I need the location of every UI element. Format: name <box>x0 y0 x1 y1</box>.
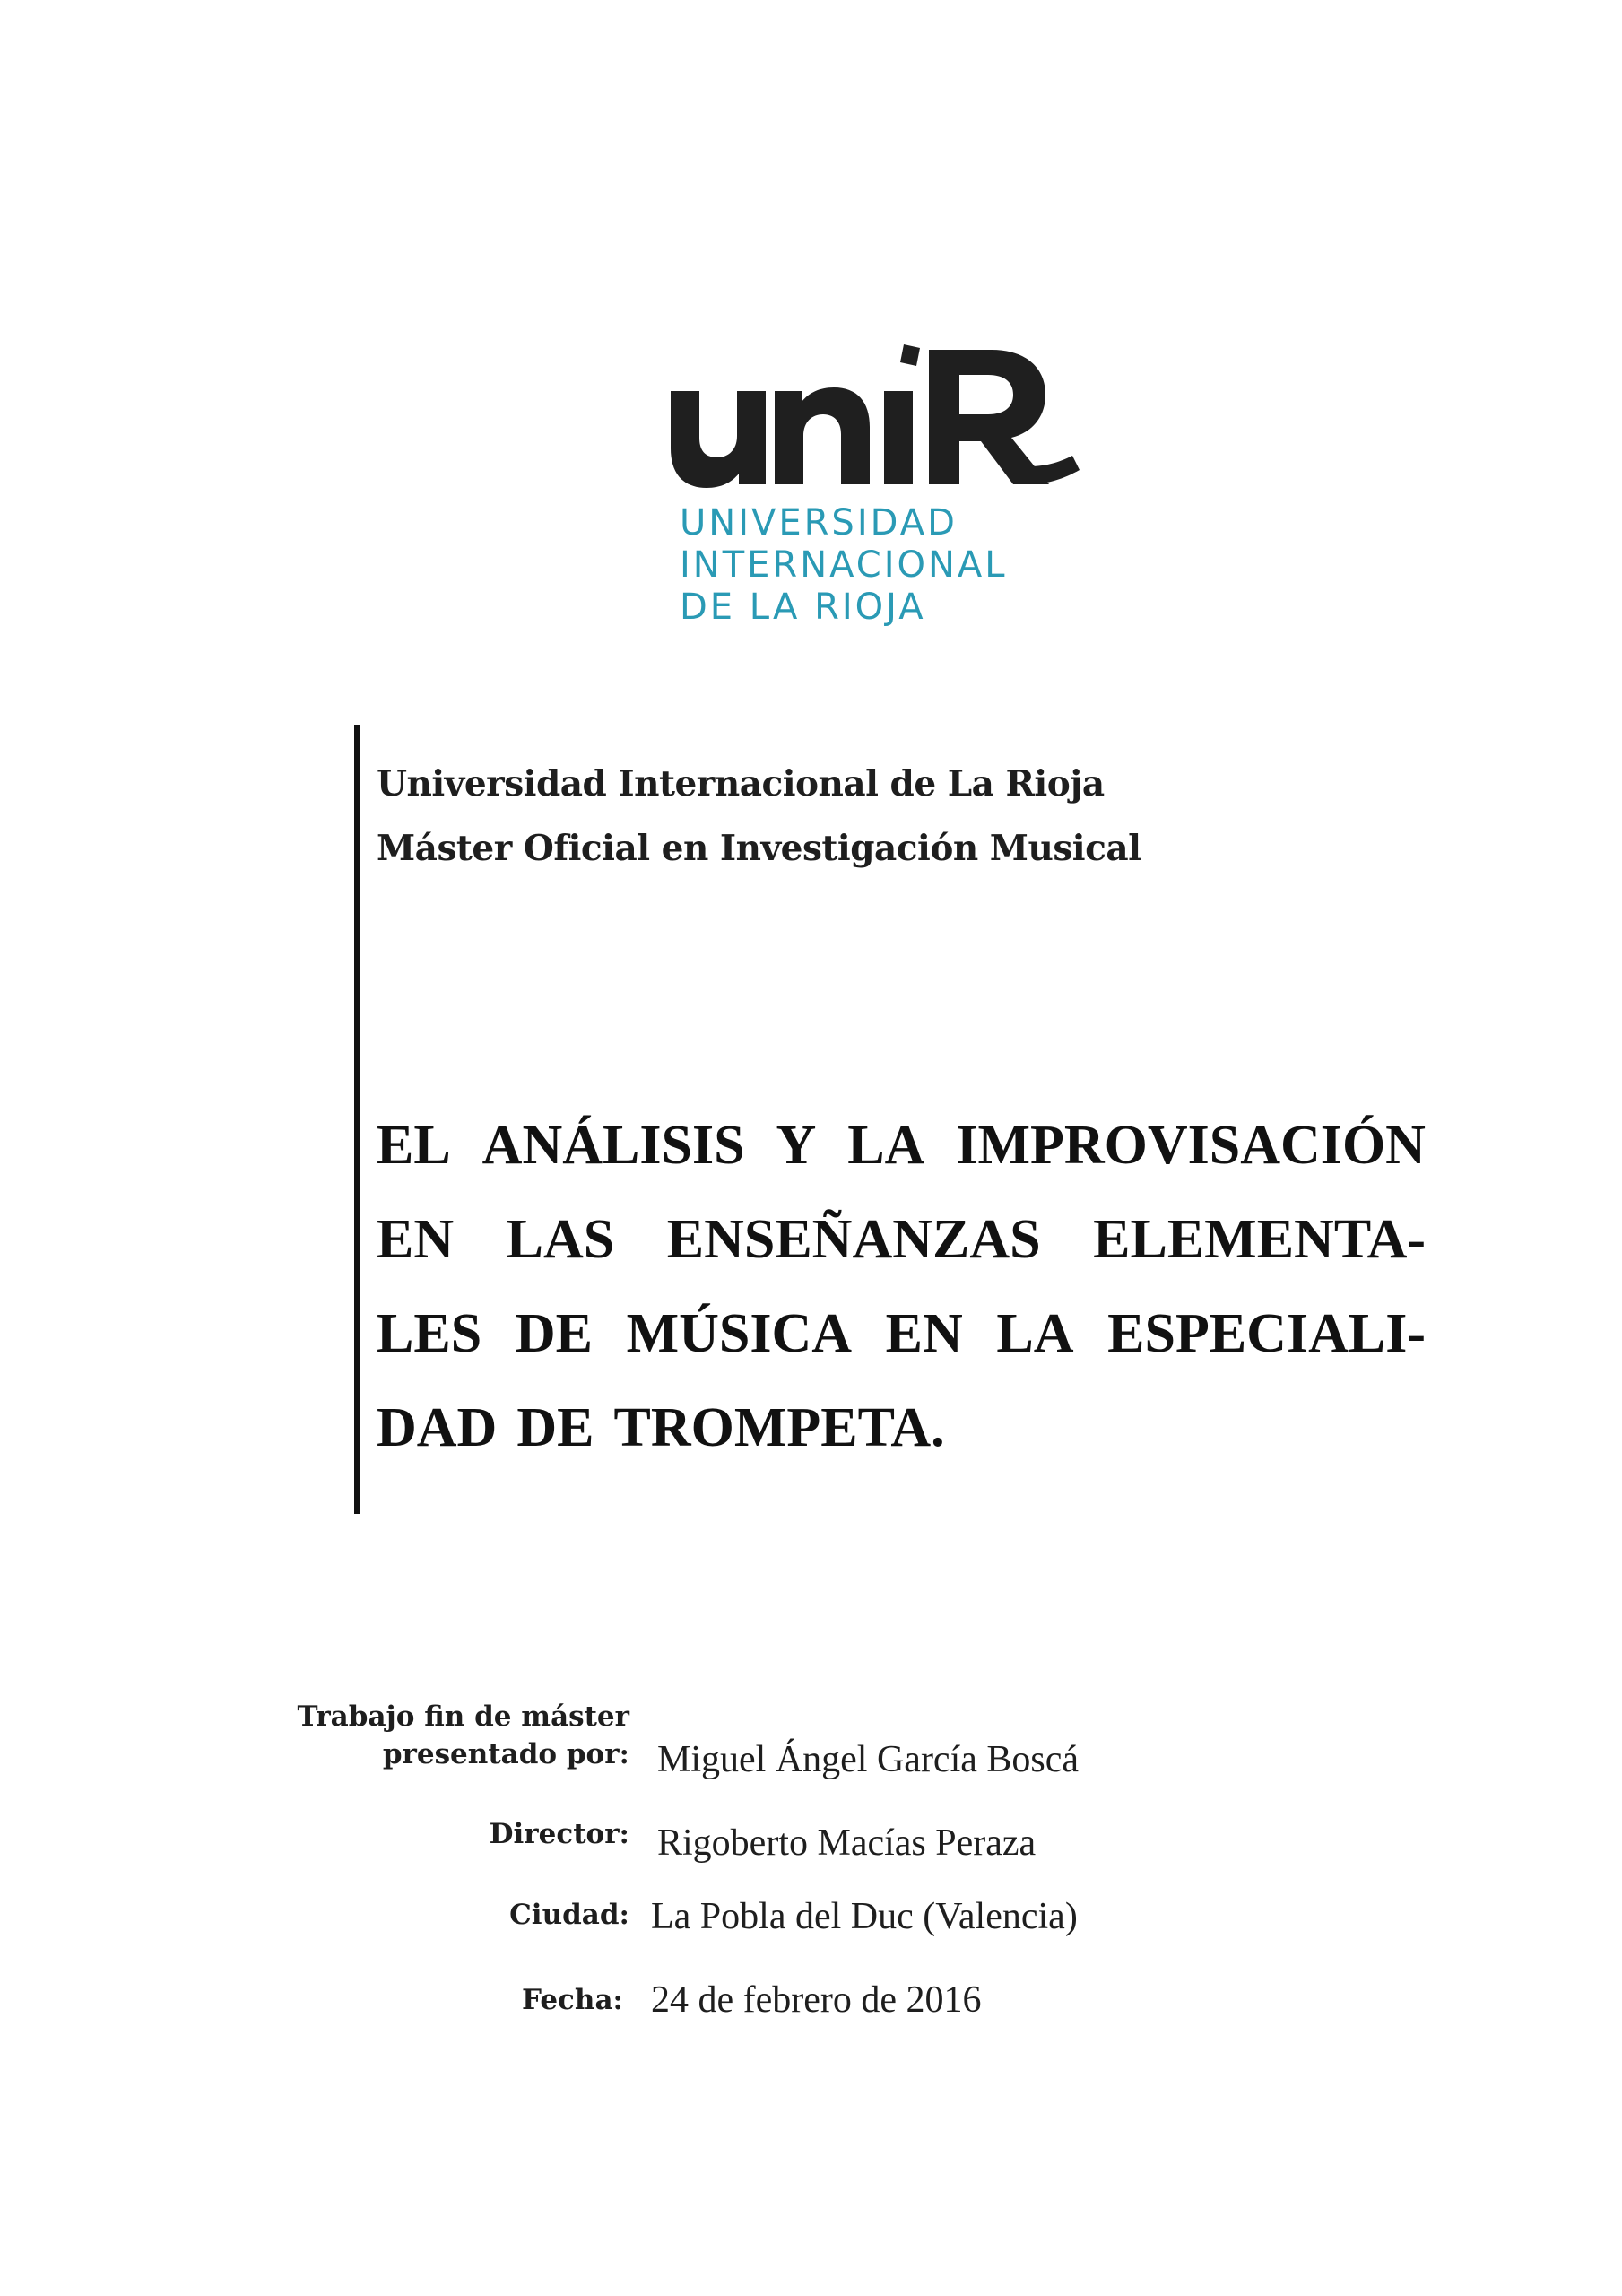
title-word: DAD <box>377 1397 498 1458</box>
presented-by-label-line2: presentado por: <box>382 1738 629 1770</box>
title-word: DE <box>516 1397 594 1458</box>
title-word: DE <box>515 1303 593 1364</box>
author-name: Miguel Ángel García Boscá <box>657 1739 1080 1780</box>
thesis-title <box>377 1099 1426 1475</box>
date-value: 24 de febrero de 2016 <box>651 1979 982 2021</box>
unir-logo <box>669 339 1135 626</box>
title-word: IMPROVISACIÓN <box>956 1115 1426 1176</box>
logo-subtitle-line: UNIVERSIDAD <box>680 502 958 544</box>
city-label: Ciudad: <box>509 1899 629 1931</box>
title-word: LA <box>847 1115 925 1176</box>
title-word: EN <box>885 1303 963 1364</box>
title-word: LES <box>377 1303 482 1364</box>
logo-subtitle-line: INTERNACIONAL <box>680 544 1008 586</box>
title-word: LA <box>996 1303 1074 1364</box>
logo-subtitle <box>680 502 1008 629</box>
institution-block <box>377 752 1141 881</box>
title-word: MÚSICA <box>626 1303 853 1364</box>
date-label: Fecha: <box>522 1984 623 2016</box>
title-word: ESPECIALI- <box>1107 1303 1426 1364</box>
title-word: ENSEÑANZAS <box>666 1209 1041 1270</box>
title-line-1 <box>377 1099 1426 1193</box>
director-label: Director: <box>489 1818 629 1850</box>
unir-wordmark-logo <box>669 339 1135 491</box>
title-line-4 <box>377 1381 1426 1475</box>
logo-subtitle-line: DE LA RIOJA <box>680 587 926 628</box>
program-name: Máster Oficial en Investigación Musical <box>377 828 1141 869</box>
title-word: Y <box>776 1115 817 1176</box>
title-word: EL <box>377 1115 451 1176</box>
city-value: La Pobla del Duc (Valencia) <box>651 1896 1078 1937</box>
title-line-3 <box>377 1287 1426 1381</box>
vertical-divider <box>354 725 360 1514</box>
title-word: TROMPETA. <box>613 1397 945 1458</box>
title-word: ANÁLISIS <box>481 1115 745 1176</box>
director-name: Rigoberto Macías Peraza <box>657 1822 1037 1864</box>
title-word: EN <box>377 1209 455 1270</box>
university-name: Universidad Internacional de La Rioja <box>377 763 1105 804</box>
presented-by-label-line1: Trabajo fin de máster <box>297 1700 629 1733</box>
title-word: ELEMENTA- <box>1093 1209 1426 1270</box>
title-line-2 <box>377 1193 1426 1287</box>
title-word: LAS <box>506 1209 615 1270</box>
